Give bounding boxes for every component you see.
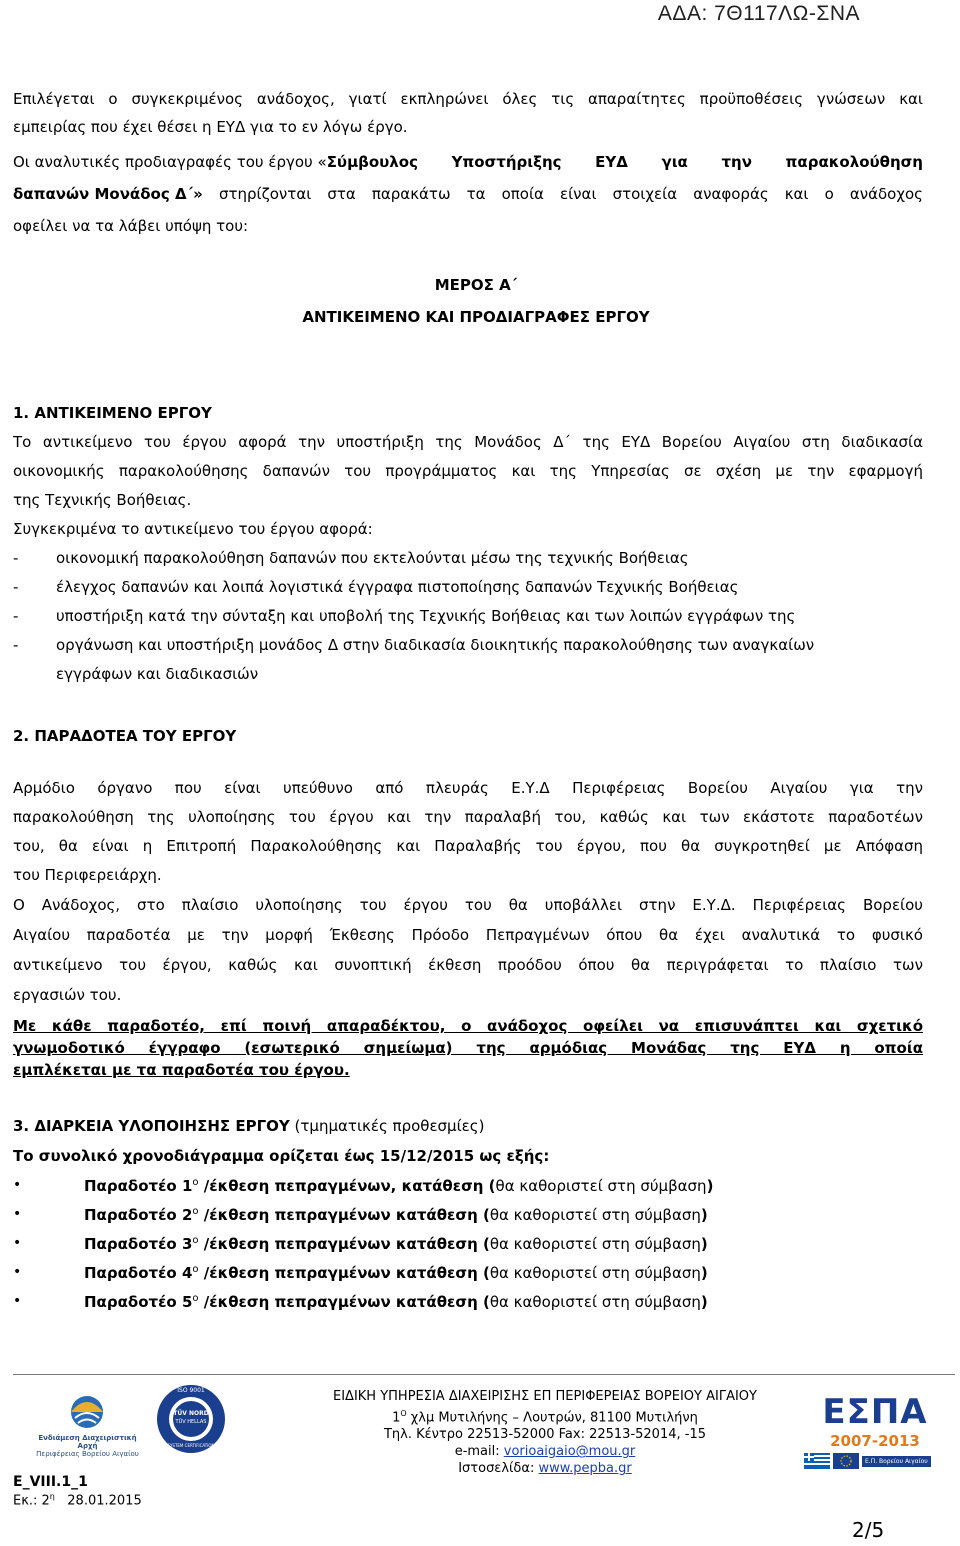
eu-flag-icon xyxy=(833,1453,859,1469)
deliverable-item xyxy=(84,1206,708,1224)
deliverable-sup: ο xyxy=(192,1177,199,1188)
deliverable-text: /έκθεση πεπραγμένων, κατάθεση ( xyxy=(198,1177,496,1195)
footer-org: ΕΙΔΙΚΗ ΥΠΗΡΕΣΙΑ ΔΙΑΧΕΙΡΙΣΗΣ ΕΠ ΠΕΡΙΦΕΡΕΙΑΣ ΒΟΡΕΙΟΥ ΑΙΓΑΙΟΥ xyxy=(333,1389,757,1404)
footer-site-label: Ιστοσελίδα: xyxy=(458,1461,539,1477)
deliverable-note: θα καθοριστεί στη σύμβαση xyxy=(489,1206,701,1224)
section-3-heading xyxy=(13,1117,484,1135)
deliverable-item xyxy=(84,1177,713,1195)
list-dash: - xyxy=(13,549,19,567)
deliverable-text: /έκθεση πεπραγμένων κατάθεση ( xyxy=(198,1264,490,1282)
page-number: 2/5 xyxy=(852,1518,885,1542)
edition-date: 28.01.2015 xyxy=(67,1493,142,1509)
part-title: ΜΕΡΟΣ Α΄ xyxy=(434,276,518,294)
espa-slogan: Ε.Π. Βορείου Αιγαίου xyxy=(862,1456,931,1467)
footer-address-sup: Ο xyxy=(400,1409,407,1418)
section-2-line-6: Αιγαίου παραδοτέα με την μορφή Έκθεσης Πρόοδο Πεπραγμένων όπου θα έχει αναλυτικά το φυσικό xyxy=(13,926,923,944)
edition-info xyxy=(13,1492,142,1508)
deliverable-item xyxy=(84,1293,708,1311)
list-dash: - xyxy=(13,607,19,625)
deliverable-close: ) xyxy=(706,1177,714,1195)
certification-seal xyxy=(155,1383,227,1455)
section-3-heading-text: 3. ΔΙΑΡΚΕΙΑ ΥΛΟΠΟΙΗΣΗΣ ΕΡΓΟΥ xyxy=(13,1117,290,1135)
intro-line-4 xyxy=(13,185,923,203)
intro-line-3 xyxy=(13,153,923,171)
bullet-icon: • xyxy=(13,1293,22,1309)
deliverable-prefix: Παραδοτέο xyxy=(84,1206,182,1224)
footer-address-num: 1 xyxy=(392,1410,401,1426)
deliverable-number: 5 xyxy=(181,1293,193,1311)
deliverable-number: 3 xyxy=(181,1235,193,1253)
footer-site-row xyxy=(220,1460,870,1477)
section-2-underlined-3: εμπλέκεται με τα παραδοτέα του έργου. xyxy=(13,1061,350,1079)
managing-authority-logo xyxy=(30,1390,145,1458)
footer-email-row xyxy=(220,1443,870,1460)
authority-logo-line-2: Περιφέρειας Βορείου Αιγαίου xyxy=(36,1450,139,1458)
intro-line-1: Επιλέγεται ο συγκεκριμένος ανάδοχος, γιατί εκπληρώνει όλες τις απαραίτητες προϋποθέσεις γνώσεων και xyxy=(13,90,923,108)
section-1-heading: 1. ΑΝΤΙΚΕΙΜΕΝΟ ΕΡΓΟΥ xyxy=(13,404,212,422)
deliverable-sup: ο xyxy=(192,1235,199,1246)
section-1-p1: Το αντικείμενο του έργου αφορά την υποστήριξη της Μονάδος Δ΄ της ΕΥΔ Βορείου Αιγαίου στη διαδικασία xyxy=(13,433,923,451)
footer-site-link[interactable]: www.pepba.gr xyxy=(538,1461,632,1477)
bullet-icon: • xyxy=(13,1264,22,1280)
deliverable-sup: ο xyxy=(192,1264,199,1275)
deliverable-sup: ο xyxy=(192,1206,199,1217)
espa-years: 2007-2013 xyxy=(830,1432,920,1450)
intro-line-3-a: Οι αναλυτικές προδιαγραφές του έργου « xyxy=(13,153,327,171)
greek-flag-icon xyxy=(804,1453,830,1469)
deliverable-number: 2 xyxy=(181,1206,193,1224)
section-2-line-7: αντικείμενο του έργου, καθώς και συνοπτική έκθεση προόδου όπου θα περιγράφεται το πλαίσιο των xyxy=(13,956,923,974)
section-2-underlined-2: γνωμοδοτικό έγγραφο (εσωτερικό σημείωμα) της αρμόδιας Μονάδας της ΕΥΔ η οποία xyxy=(13,1039,923,1057)
list-item: οικονομική παρακολούθηση δαπανών που εκτελούνται μέσω της τεχνικής Βοήθειας xyxy=(56,549,689,567)
intro-project-title: Σύμβουλος Υποστήριξης ΕΥΔ για την παρακολούθηση xyxy=(326,153,923,171)
section-2-underlined-1: Με κάθε παραδοτέο, επί ποινή απαραδέκτου, ο ανάδοχος οφείλει να επισυνάπτει και σχετικό xyxy=(13,1017,923,1035)
list-item: έλεγχος δαπανών και λοιπά λογιστικά έγγραφα πιστοποίησης δαπανών Τεχνικής Βοήθειας xyxy=(56,578,739,596)
list-item: οργάνωση και υποστήριξη μονάδος Δ στην διαδικασία διοικητικής παρακολούθησης των αναγκαίων xyxy=(56,636,815,654)
bullet-icon: • xyxy=(13,1235,22,1251)
bullet-icon: • xyxy=(13,1206,22,1222)
authority-logo-line-1: Ενδιάμεση Διαχειριστική Αρχή xyxy=(38,1434,137,1450)
footer-address xyxy=(220,1405,870,1426)
ada-code: ΑΔΑ: 7Θ117ΛΩ-ΣΝΑ xyxy=(657,2,860,25)
section-1-p4: Συγκεκριμένα το αντικείμενο του έργου αφορά: xyxy=(13,520,373,538)
section-3-heading-note: (τμηματικές προθεσμίες) xyxy=(289,1117,485,1135)
deliverable-note: θα καθοριστεί στη σύμβαση xyxy=(495,1177,707,1195)
deliverable-number: 1 xyxy=(181,1177,193,1195)
footer-phone: Τηλ. Κέντρο 22513-52000 Fax: 22513-52014, -15 xyxy=(383,1427,706,1443)
deliverable-note: θα καθοριστεί στη σύμβαση xyxy=(489,1293,701,1311)
deliverable-close: ) xyxy=(700,1293,708,1311)
footer-contact xyxy=(220,1388,870,1477)
deliverable-prefix: Παραδοτέο xyxy=(84,1177,182,1195)
section-2-line-3: του, θα είναι η Επιτροπή Παρακολούθησης και Παραλαβής του έργου, που θα συγκροτηθεί με Απόφαση xyxy=(13,837,923,855)
footer-address-text: χλμ Μυτιλήνης – Λουτρών, 81100 Μυτιλήνη xyxy=(406,1410,698,1426)
section-2-line-4: του Περιφερειάρχη. xyxy=(13,866,162,884)
deliverable-close: ) xyxy=(700,1206,708,1224)
deliverable-number: 4 xyxy=(181,1264,193,1282)
schedule-line: Το συνολικό χρονοδιάγραμμα ορίζεται έως 15/12/2015 ως εξής: xyxy=(13,1147,550,1165)
deliverable-note: θα καθοριστεί στη σύμβαση xyxy=(489,1264,701,1282)
deliverable-close: ) xyxy=(700,1235,708,1253)
deliverable-text: /έκθεση πεπραγμένων κατάθεση ( xyxy=(198,1206,490,1224)
espa-logo xyxy=(804,1392,946,1474)
section-2-heading: 2. ΠΑΡΑΔΟΤΕΑ ΤΟΥ ΕΡΓΟΥ xyxy=(13,727,237,745)
section-2-line-1: Αρμόδιο όργανο που είναι υπεύθυνο από πλευράς Ε.Υ.Δ Περιφέρειας Βορείου Αιγαίου για την xyxy=(13,779,923,797)
intro-project-title-2: δαπανών Μονάδος Δ΄» xyxy=(13,185,203,203)
list-item-continued: εγγράφων και διαδικασιών xyxy=(56,665,259,683)
deliverable-item xyxy=(84,1235,708,1253)
deliverable-text: /έκθεση πεπραγμένων κατάθεση ( xyxy=(198,1293,490,1311)
deliverable-prefix: Παραδοτέο xyxy=(84,1293,182,1311)
intro-line-4-b: στηρίζονται στα παρακάτω τα οποία είναι στοιχεία αναφοράς και ο ανάδοχος xyxy=(202,185,923,203)
section-2-line-2: παρακολούθηση της υλοποίησης του έργου και την παραλαβή του, καθώς και των εκάστοτε παραδοτέων xyxy=(13,808,923,826)
deliverable-note: θα καθοριστεί στη σύμβαση xyxy=(489,1235,701,1253)
espa-flags xyxy=(804,1453,946,1469)
deliverable-prefix: Παραδοτέο xyxy=(84,1235,182,1253)
list-dash: - xyxy=(13,636,19,654)
intro-line-5: οφείλει να τα λάβει υπόψη του: xyxy=(13,217,249,235)
footer-divider xyxy=(13,1374,955,1375)
cert-mid-text: TÜV HELLAS xyxy=(175,1419,207,1425)
cert-bottom-text: SYSTEM CERTIFICATION xyxy=(167,1443,215,1448)
intro-line-2: εμπειρίας που έχει θέσει η ΕΥΔ για το εν λόγω έργο. xyxy=(13,118,408,136)
deliverable-close: ) xyxy=(700,1264,708,1282)
deliverable-sup: ο xyxy=(192,1293,199,1304)
section-1-p2: οικονομικής παρακολούθησης δαπανών του προγράμματος και της Υπηρεσίας σε σχέση με την εφαρμογή xyxy=(13,462,923,480)
list-dash: - xyxy=(13,578,19,596)
deliverable-prefix: Παραδοτέο xyxy=(84,1264,182,1282)
bullet-icon: • xyxy=(13,1177,22,1193)
list-item: υποστήριξη κατά την σύνταξη και υποβολή της Τεχνικής Βοήθειας και των λοιπών εγγράφων της xyxy=(56,607,796,625)
document-code: Ε_VIII.1_1 xyxy=(13,1474,88,1490)
edition-label: Εκ.: 2 xyxy=(13,1493,50,1509)
section-2-line-5: Ο Ανάδοχος, στο πλαίσιο υλοποίησης του έργου του θα υποβάλλει στην Ε.Υ.Δ. Περιφέρειας Βορείου xyxy=(13,896,923,914)
cert-top-text: TÜV NORD xyxy=(173,1410,209,1417)
part-subtitle: ΑΝΤΙΚΕΙΜΕΝΟ ΚΑΙ ΠΡΟΔΙΑΓΡΑΦΕΣ ΕΡΓΟΥ xyxy=(302,308,650,326)
espa-logo-text: ΕΣΠΑ xyxy=(822,1392,928,1432)
deliverable-item xyxy=(84,1264,708,1282)
deliverable-text: /έκθεση πεπραγμένων κατάθεση ( xyxy=(198,1235,490,1253)
authority-emblem-icon xyxy=(30,1390,145,1430)
edition-sup: η xyxy=(49,1492,55,1501)
section-1-p3: της Τεχνικής Βοήθειας. xyxy=(13,491,192,509)
footer-email-link[interactable]: vorioaigaio@mou.gr xyxy=(503,1444,636,1460)
cert-iso-text: ISO 9001 xyxy=(177,1387,205,1394)
section-2-line-8: εργασιών του. xyxy=(13,986,122,1004)
footer-email-label: e-mail: xyxy=(454,1444,504,1460)
